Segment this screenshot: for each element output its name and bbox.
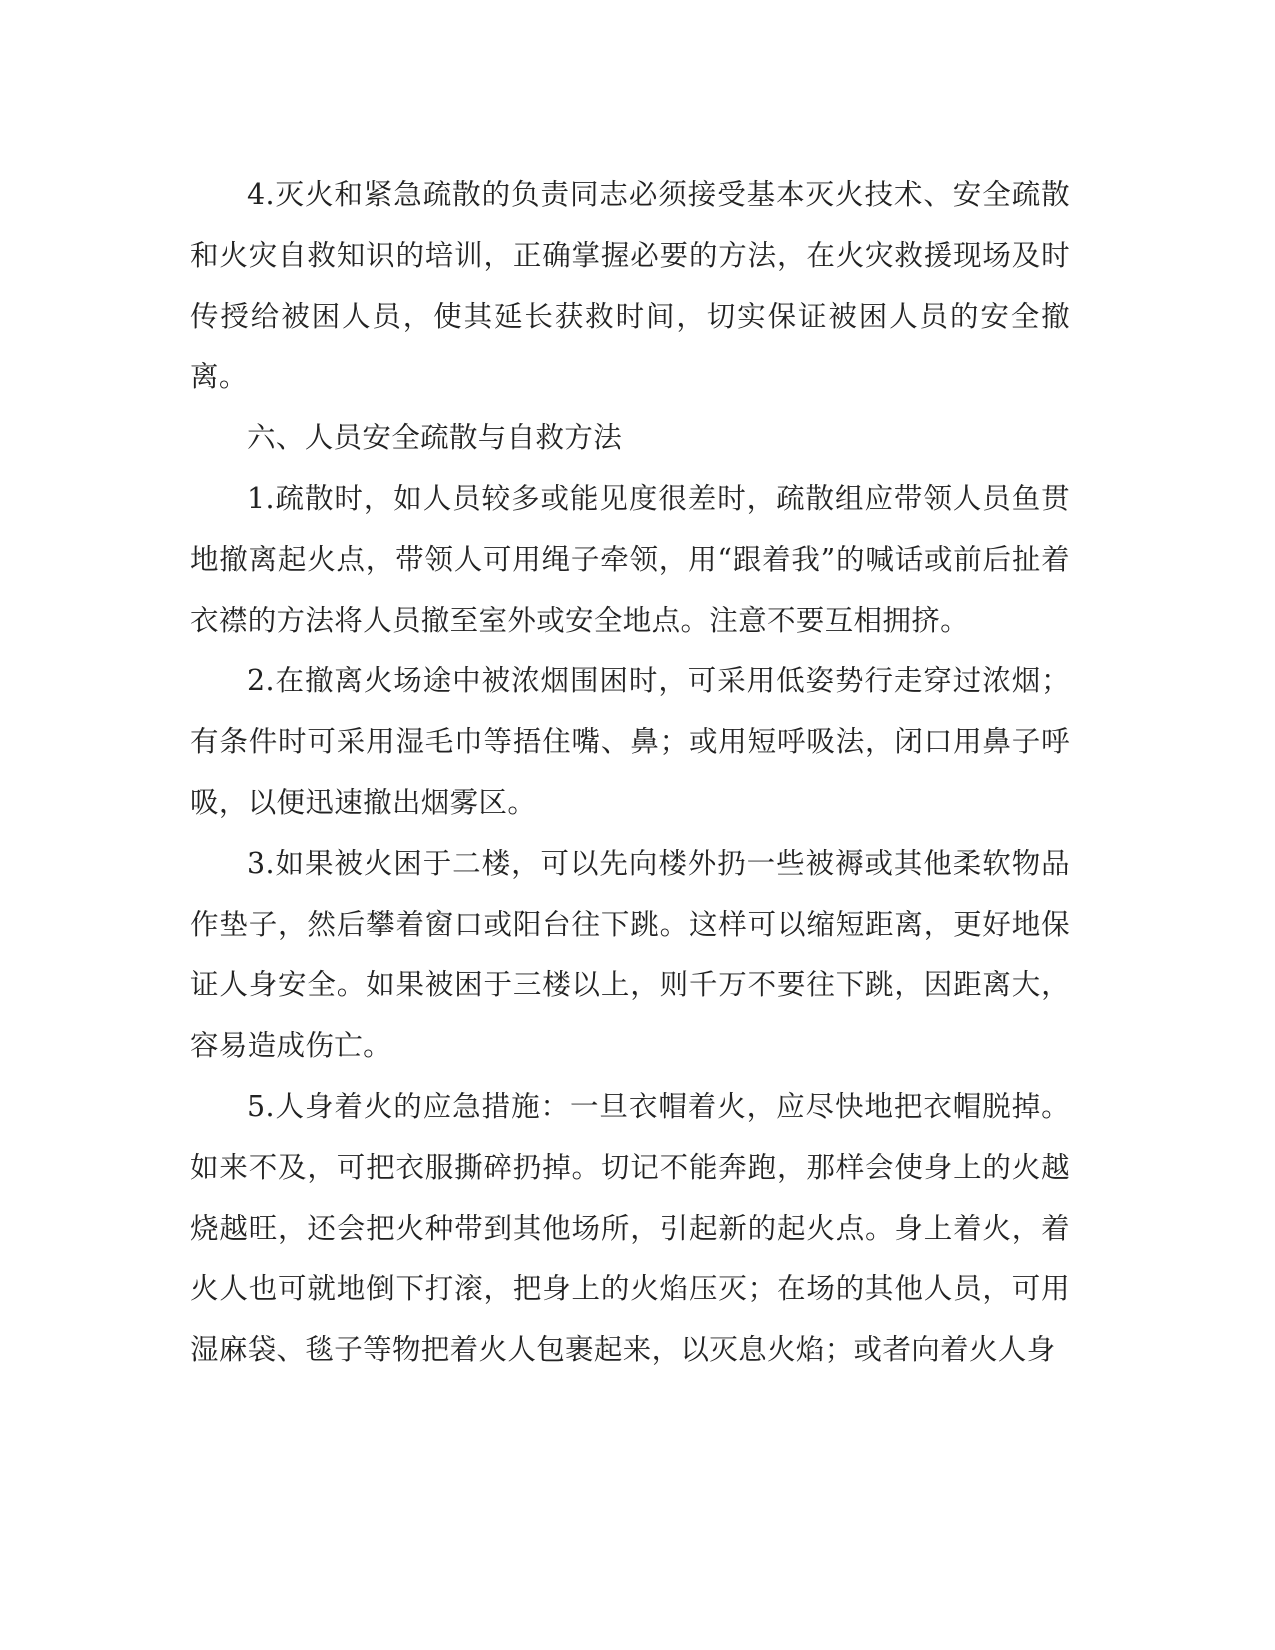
paragraph-smoke: 2.在撤离火场途中被浓烟围困时，可采用低姿势行走穿过浓烟；有条件时可采用湿毛巾等捂住嘴、鼻；或用短呼吸法，闭口用鼻子呼吸，以便迅速撤出烟雾区。	[190, 664, 1070, 819]
document-body	[190, 165, 1070, 1381]
paragraph-evacuation: 1.疏散时，如人员较多或能见度很差时，疏散组应带领人员鱼贯地撤离起火点，带领人可用绳子牵领，用“跟着我”的喊话或前后扯着衣襟的方法将人员撤至室外或安全地点。注意不要互相拥挤。	[190, 481, 1070, 637]
paragraph-clothing-fire: 5.人身着火的应急措施：一旦衣帽着火，应尽快地把衣帽脱掉。如来不及，可把衣服撕碎扔掉。切记不能奔跑，那样会使身上的火越烧越旺，还会把火种带到其他场所，引起新的起火点。身上着火，着火人也可就地倒下打滚，把身上的火焰压灭；在场的其他人员，可用湿麻袋、毯子等物把着火人包裹起来，以灭息火焰；或者向着火人身	[190, 1089, 1070, 1367]
paragraph-second-floor: 3.如果被火困于二楼，可以先向楼外扔一些被褥或其他柔软物品作垫子，然后攀着窗口或阳台往下跳。这样可以缩短距离，更好地保证人身安全。如果被困于三楼以上，则千万不要往下跳，因距离大，容易造成伤亡。	[190, 846, 1070, 1063]
section-heading: 六、人员安全疏散与自救方法	[247, 421, 623, 455]
paragraph-training: 4.灭火和紧急疏散的负责同志必须接受基本灭火技术、安全疏散和火灾自救知识的培训，正确掌握必要的方法，在火灾救援现场及时传授给被困人员，使其延长获救时间，切实保证被困人员的安全撤离。	[190, 178, 1070, 394]
